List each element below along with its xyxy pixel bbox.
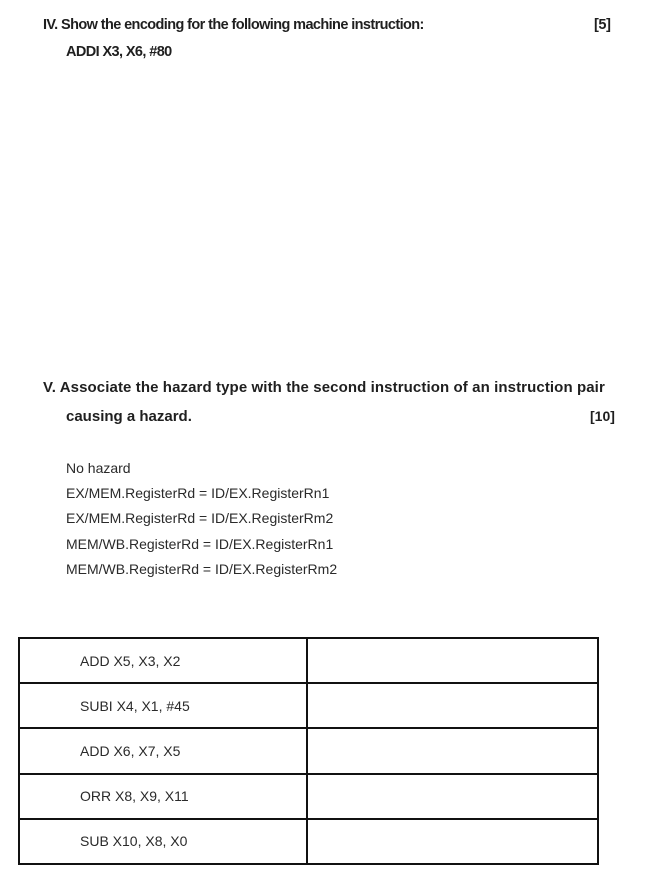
table-row [19,819,598,864]
table-row [19,638,598,683]
hazard-option: EX/MEM.RegisterRd = ID/EX.RegisterRm2 [66,510,334,527]
answer-cell[interactable] [307,819,598,864]
answer-cell[interactable] [307,683,598,728]
table-row [19,774,598,819]
hazard-option: MEM/WB.RegisterRd = ID/EX.RegisterRm2 [66,560,338,577]
hazard-option: MEM/WB.RegisterRd = ID/EX.RegisterRn1 [66,535,334,552]
question-5-marks: [10] [590,408,615,424]
question-5-title-line2: causing a hazard. [66,408,192,425]
instruction-cell: ADD X6, X7, X5 [19,728,307,773]
hazard-option: No hazard [66,460,131,476]
table-row [19,683,598,728]
instruction-cell: ADD X5, X3, X2 [19,638,307,683]
instruction-cell: SUB X10, X8, X0 [19,819,307,864]
instruction-cell: ORR X8, X9, X11 [19,774,307,819]
question-4-marks: [5] [594,17,611,33]
question-4-instruction: ADDI X3, X6, #80 [66,44,172,60]
question-5-title-line1: V. Associate the hazard type with the second instruction of an instruction pair [43,379,605,396]
question-4-title: IV. Show the encoding for the following machine instruction: [43,17,424,33]
instruction-hazard-table [18,637,599,865]
answer-cell[interactable] [307,774,598,819]
hazard-options-list [66,459,337,585]
instruction-cell: SUBI X4, X1, #45 [19,683,307,728]
hazard-option: EX/MEM.RegisterRd = ID/EX.RegisterRn1 [66,485,330,502]
table-row [19,728,598,773]
answer-cell[interactable] [307,638,598,683]
answer-cell[interactable] [307,728,598,773]
